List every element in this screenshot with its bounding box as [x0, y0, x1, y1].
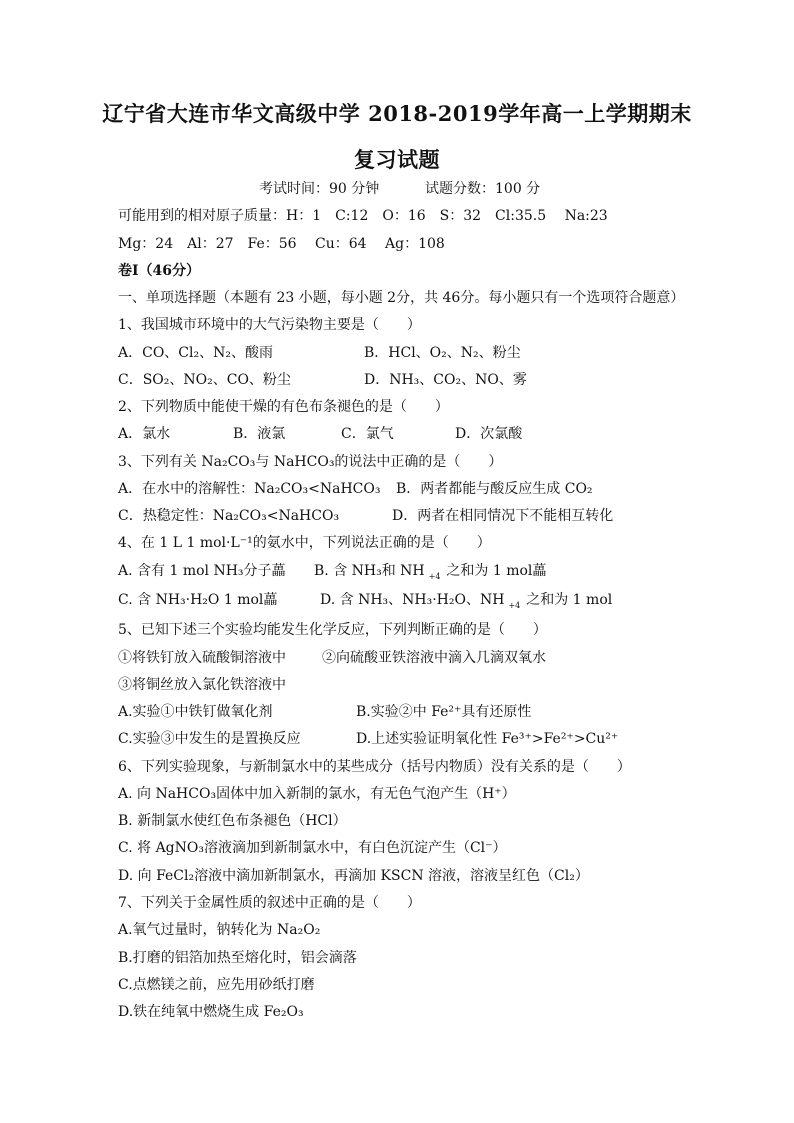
q5-option-b: B.实验②中 Fe²⁺具有还原性 — [356, 704, 532, 720]
q1-option-c: C．SO₂、NO₂、CO、粉尘 — [118, 372, 291, 388]
q7-option-a: A.氧气过量时，钠转化为 Na₂O₂ — [118, 922, 321, 938]
exam-time: 考试时间：90 分钟 — [259, 181, 380, 197]
q2-option-a: A．氯水 — [118, 426, 171, 442]
q3-option-c: C．热稳定性：Na₂CO₃<NaHCO₃ — [118, 508, 340, 524]
atomic-masses-line2: Mg：24 Al：27 Fe：56 Cu：64 Ag：108 — [118, 236, 445, 252]
q5-option-a: A.实验①中铁钉做氧化剂 — [118, 704, 273, 720]
q3-option-d: D．两者在相同情况下不能相互转化 — [392, 508, 614, 524]
q4-option-a: A. 含有 1 mol NH₃分子藟 — [118, 563, 286, 579]
q6-option-c: C. 将 AgNO₃溶液滴加到新制氯水中，有白色沉淀产生（Cl⁻） — [118, 840, 507, 856]
q4-option-d-pre: D. 含 NH₃、NH₃·H₂O、NH — [320, 592, 505, 608]
q5-experiment-1: ①将铁钉放入硫酸铜溶液中 — [118, 650, 286, 666]
q4-option-b-pre: B. 含 NH₃和 NH — [314, 563, 425, 579]
q6-stem: 6、下列实验现象，与新制氯水中的某些成分（括号内物质）没有关系的是（ ） — [118, 759, 631, 775]
q7-option-d: D.铁在纯氧中燃烧生成 Fe₂O₃ — [118, 1004, 304, 1020]
q7-option-c: C.点燃镁之前，应先用砂纸打磨 — [118, 977, 315, 993]
q7-option-b: B.打磨的铝箔加热至熔化时，铝会滴落 — [118, 950, 357, 966]
q2-stem: 2、下列物质中能使干燥的有色布条褪色的是（ ） — [118, 399, 449, 415]
q6-option-b: B. 新制氯水使红色布条褪色（HCl） — [118, 813, 347, 829]
q1-option-a: A．CO、Cl₂、N₂、酸雨 — [118, 345, 273, 361]
q5-experiment-2: ②向硫酸亚铁溶液中滴入几滴双氧水 — [322, 650, 546, 666]
q6-option-d: D. 向 FeCl₂溶液中滴加新制氯水，再滴加 KSCN 溶液，溶液呈红色（Cl₂） — [118, 868, 589, 884]
q4-option-b-post: 之和为 1 mol藟 — [446, 563, 547, 579]
q3-option-b: B．两者都能与酸反应生成 CO₂ — [396, 481, 593, 497]
q1-option-d: D．NH₃、CO₂、NO、雾 — [364, 372, 527, 388]
exam-title-line2: 复习试题 — [354, 147, 440, 172]
q2-option-c: C．氯气 — [341, 426, 394, 442]
q4-option-c: C. 含 NH₃·H₂O 1 mol藟 — [118, 592, 278, 608]
q5-option-c: C.实验③中发生的是置换反应 — [118, 731, 301, 747]
part1-instructions: 一、单项选择题（本题有 23 小题，每小题 2分，共 46分。每小题只有一个选项符合题意） — [118, 290, 685, 306]
q5-experiment-3: ③将铜丝放入氯化铁溶液中 — [118, 677, 286, 693]
volume-heading: 卷Ⅰ（46分） — [118, 263, 201, 279]
q1-option-b: B．HCl、O₂、N₂、粉尘 — [364, 345, 521, 361]
q3-option-a: A．在水中的溶解性：Na₂CO₃<NaHCO₃ — [118, 481, 381, 497]
q7-stem: 7、下列关于金属性质的叙述中正确的是（ ） — [118, 895, 421, 911]
q5-option-d: D.上述实验证明氧化性 Fe³⁺>Fe²⁺>Cu²⁺ — [356, 731, 619, 747]
exam-title-line1: 辽宁省大连市华文高级中学 2018-2019学年高一上学期期末 — [102, 101, 692, 126]
q4-option-d — [320, 591, 612, 611]
atomic-masses-line1: 可能用到的相对原子质量：H：1 C:12 O：16 S：32 Cl:35.5 Na:23 — [118, 208, 608, 224]
q3-stem: 3、下列有关 Na₂CO₃与 NaHCO₃的说法中正确的是（ ） — [118, 454, 503, 470]
q4-option-b — [314, 562, 546, 582]
exam-score: 试题分数：100 分 — [425, 181, 541, 197]
q4-stem: 4、在 1 L 1 mol·L⁻¹的氨水中，下列说法正确的是（ ） — [118, 535, 491, 551]
q2-option-d: D．次氯酸 — [455, 426, 523, 442]
q4-option-d-post: 之和为 1 mol — [526, 592, 613, 608]
q6-option-a: A. 向 NaHCO₃固体中加入新制的氯水，有无色气泡产生（H⁺） — [118, 786, 516, 802]
q2-option-b: B．液氯 — [233, 426, 286, 442]
ammonium-charge: +4 — [428, 572, 441, 581]
ammonium-charge: +4 — [508, 601, 521, 610]
q5-stem: 5、已知下述三个实验均能发生化学反应，下列判断正确的是（ ） — [118, 622, 547, 638]
q1-stem: 1、我国城市环境中的大气污染物主要是（ ） — [118, 317, 421, 333]
